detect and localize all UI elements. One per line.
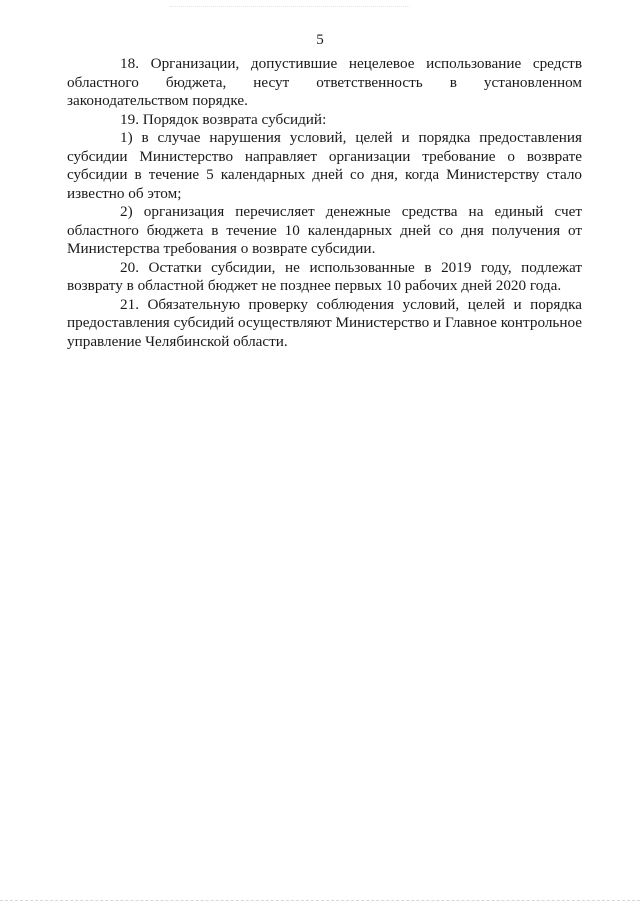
page-number: 5 <box>316 32 324 48</box>
paragraph-20: 20. Остатки субсидии, не использованные в 2019 году, подлежат возврату в областной бюджет не позднее первых 10 рабочих дней 2020 года. <box>67 258 582 294</box>
paragraph-21: 21. Обязательную проверку соблюдения условий, целей и порядка предоставления субсидий осуществляют Министерство и Главное контрольное управление Челябинской области. <box>67 295 582 350</box>
paragraph-18: 18. Организации, допустившие нецелевое использование средств областного бюджета, несут ответственность в установленном законодательством порядке. <box>67 55 582 109</box>
paragraph-19-item-1: 1) в случае нарушения условий, целей и порядка предоставления субсидии Министерство направляет организации требование о возврате субсидии в течение 5 календарных дней со дня, когда Министерству стало известно об этом; <box>67 129 582 202</box>
paragraph-19-item-2: 2) организация перечисляет денежные средства на единый счет областного бюджета в течение 10 календарных дней со дня получения от Министерства требования о возврате субсидии. <box>67 203 582 257</box>
paragraph-19: 19. Порядок возврата субсидий: <box>120 110 327 128</box>
scan-artifact <box>170 0 410 7</box>
document-body <box>67 55 582 351</box>
scan-edge-line <box>0 900 640 901</box>
